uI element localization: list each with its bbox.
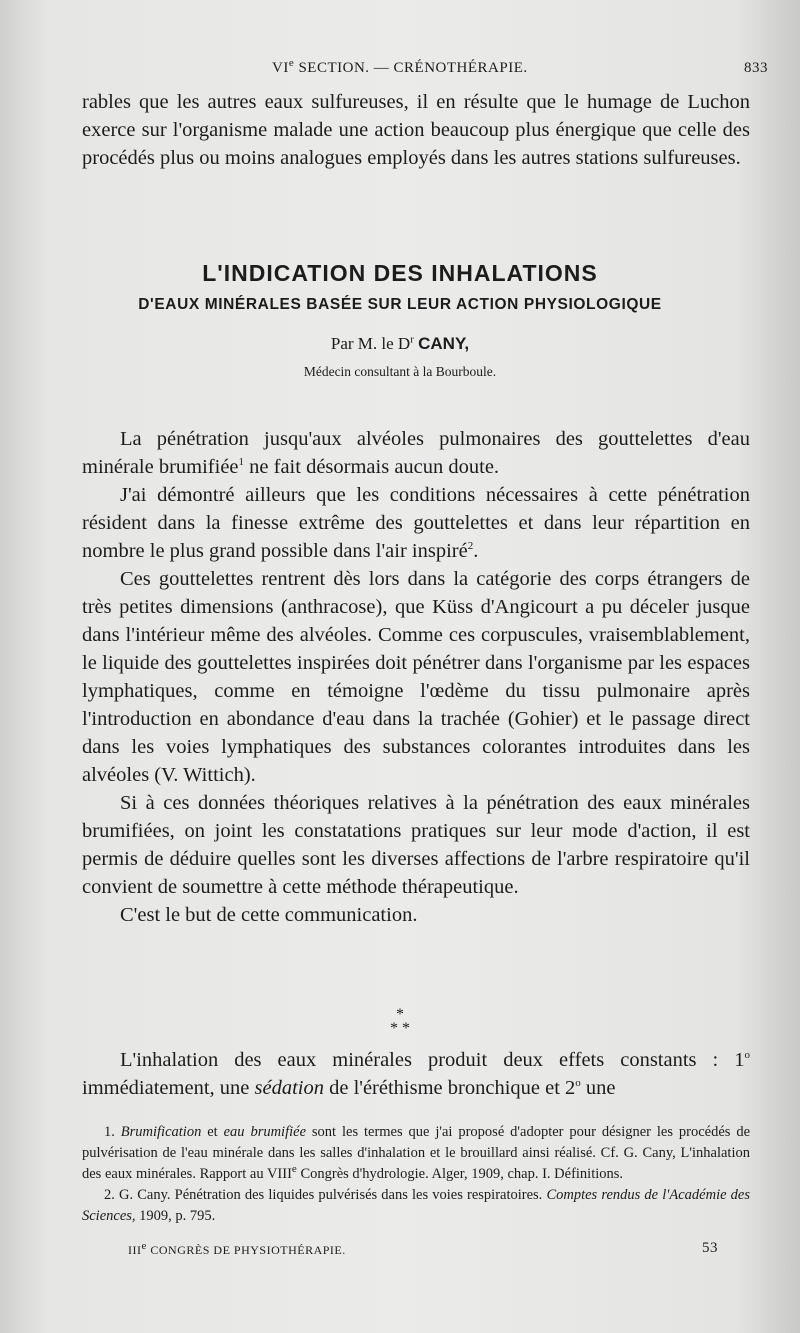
article-title: L'INDICATION DES INHALATIONS bbox=[202, 260, 598, 286]
footnote-ref: 2 bbox=[467, 540, 474, 553]
running-title: VIe SECTION. — CRÉNOTHÉRAPIE. bbox=[272, 57, 528, 76]
sheet-number: 53 bbox=[702, 1240, 718, 1256]
page-number: 833 bbox=[744, 60, 768, 76]
paragraph: Si à ces données théoriques relatives à la pénétration des eaux minérales brumifiées, on joint les constatations pratiques sur leur mode d'action, il est permis de déduire quelles sont les diverses affections de l'arbre respiratoire qu'il convient de soumettre à cette méthode thérapeutique. bbox=[82, 792, 750, 898]
section-break-asterism: * * * bbox=[390, 1006, 410, 1037]
paragraph: J'ai démontré ailleurs que les conditions nécessaires à cette pénétration résident dans la finesse extrême des gouttelettes et dans leur répartition en nombre le plus grand possible dans l'air inspiré$^2$. bbox=[82, 484, 750, 562]
footnote-2: 2. G. Cany. Pénétration des liquides pulvérisés dans les voies respiratoires. Comptes rendus de l'Académie des Sciences, 1909, p. 795. bbox=[82, 1187, 750, 1224]
intro-paragraph: rables que les autres eaux sulfureuses, il en résulte que le humage de Luchon exerce sur l'organisme malade une action beaucoup plus énergique que celle des procédés plus ou moins analogues employés dans les autres stations sulfureuses. bbox=[82, 91, 750, 169]
byline: Par M. le $D^r$ CANY, bbox=[330, 333, 470, 353]
signature-text: IIIe CONGRÈS DE PHYSIOTHÉRAPIE. bbox=[128, 1240, 346, 1257]
footnote-1: 1. Brumification et eau brumifiée sont les termes que j'ai proposé d'adopter pour désigner les procédés de pulvérisation de l'eau minérale dans les salles d'inhalation et le brouillard ainsi réalisé. Cf. G. Cany, L'inhalation des eaux minérales. Rapport au VIIIe Congrès d'hydrologie. Alger, 1909, chap. I. Définitions. bbox=[82, 1124, 751, 1182]
intro-paragraph-block bbox=[82, 88, 750, 172]
author-name: CANY, bbox=[418, 334, 470, 353]
paragraph: L'inhalation des eaux minérales produit deux effets constants : 1$^o$ immédiatement, une sédation de l'éréthisme bronchique et 2$^o$ une bbox=[82, 1049, 750, 1099]
paragraph: La pénétration jusqu'aux alvéoles pulmonaires des gouttelettes d'eau minérale brumifiée$^1$ ne fait désormais aucun doute. bbox=[82, 428, 750, 478]
article-body bbox=[82, 425, 750, 929]
article-body-continued bbox=[82, 1046, 750, 1102]
footnote-ref: 1 bbox=[238, 456, 245, 469]
article-subtitle: D'EAUX MINÉRALES BASÉE SUR LEUR ACTION PHYSIOLOGIQUE bbox=[138, 296, 662, 313]
footnotes bbox=[82, 1122, 750, 1227]
author-affiliation: Médecin consultant à la Bourboule. bbox=[303, 364, 497, 379]
printer-signature bbox=[128, 1240, 718, 1258]
paragraph: C'est le but de cette communication. bbox=[120, 904, 418, 926]
paragraph: Ces gouttelettes rentrent dès lors dans la catégorie des corps étrangers de très petites dimensions (anthracose), que Küss d'Angicourt a pu déceler jusque dans l'intérieur même des alvéoles. Comme ces corpuscules, vraisemblablement, le liquide des gouttelettes inspirées doit pénétrer dans l'organisme par les espaces lymphatiques, comme en témoigne l'œdème du tissu pulmonaire après l'introduction en abondance d'eau dans la trachée (Gohier) et le passage direct dans les voies lymphatiques des substances colorantes introduites dans les alvéoles (V. Wittich). bbox=[82, 568, 750, 786]
